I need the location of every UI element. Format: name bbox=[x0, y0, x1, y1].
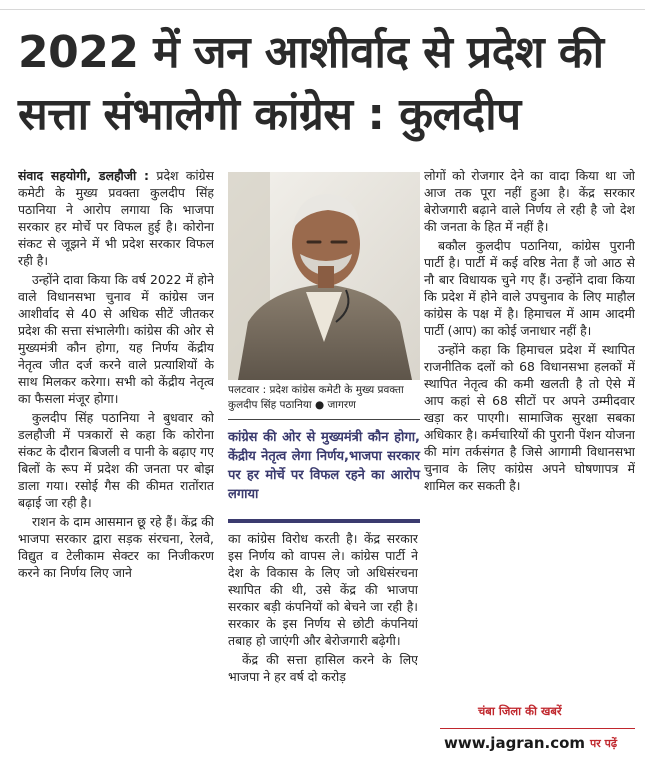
pullquote-bottom-bar bbox=[228, 519, 420, 523]
article-column-2 bbox=[228, 530, 418, 776]
article-column-1 bbox=[18, 167, 214, 776]
article-column-3 bbox=[424, 167, 635, 669]
headline-line-2: सत्ता संभालेगी कांग्रेस : कुलदीप bbox=[18, 89, 521, 140]
paragraph-6: केंद्र की सत्ता हासिल करने के लिए भाजपा ने हर वर्ष दो करोड़ bbox=[228, 652, 418, 684]
paragraph-3: कुलदीप सिंह पठानिया ने बुधवार को डलहौजी में पत्रकारों से कहा कि कोरोना संकट के दौरान बिजली व पानी के बढ़ाए गए बिलों के रूप में प्रदेश की जनता पर बोझ डाला गया। रसोई गैस की कीमत रातोंरात बढ़ाई जा रही है। bbox=[18, 410, 214, 510]
pullquote: कांग्रेस की ओर से मुख्यमंत्री कौन होगा, केंद्रीय नेतृत्व लेगा निर्णय,भाजपा सरकार पर हर मोर्चे पर विफल रहने का आरोप लगाया bbox=[228, 430, 420, 502]
byline: संवाद सहयोगी, डलहौजी : bbox=[18, 168, 149, 183]
headline-line-1: 2022 में जन आशीर्वाद से प्रदेश की bbox=[18, 27, 604, 78]
jagran-promo-box[interactable] bbox=[440, 700, 635, 770]
paragraph-4: राशन के दाम आसमान छू रहे हैं। केंद्र की भाजपा सरकार द्वारा सड़क संरचना, रेलवे, विद्युत व टेलीकाम सेक्टर का निजीकरण करने का निर्णय लिए जाने bbox=[18, 514, 214, 580]
photo-caption: पलटवार : प्रदेश कांग्रेस कमेटी के मुख्य प्रवक्ता कुलदीप सिंह पठानिया ● जागरण bbox=[228, 384, 404, 411]
paragraph-5: का कांग्रेस विरोध करती है। केंद्र सरकार इस निर्णय को वापस ले। कांग्रेस पार्टी ने देश के विकास के लिए जो अधिसंरचना स्थापित की थी, उसे केंद्र की भाजपा सरकार बड़ी कंपनियों को बेचने जा रही है। सरकार के इस निर्णय से छोटी कंपनियां तबाह हो जाएंगी और बेरोजगारी बढ़ेगी। bbox=[228, 531, 418, 648]
paragraph-1-text: प्रदेश कांग्रेस कमेटी के मुख्य प्रवक्ता कुलदीप सिंह पठानिया ने आरोप लगाया कि भाजपा सरकार हर मोर्चे पर विफल हुई है। कोरोना संकट से जूझने में भी प्रदेश सरकार विफल रही है। bbox=[18, 168, 214, 268]
promo-heading: चंबा जिला की खबरें bbox=[478, 704, 562, 718]
promo-read-label: पर पढ़ें bbox=[590, 737, 618, 750]
page-top-strip bbox=[0, 0, 645, 10]
paragraph-8: बकौल कुलदीप पठानिया, कांग्रेस पुरानी पार्टी है। पार्टी में कई वरिष्ठ नेता हैं जो आठ से नौ बार विधायक चुने गए हैं। उन्होंने दावा किया कि प्रदेश में होने वाले उपचुनाव के लिए माहौल कांग्रेस के पक्ष में है। हिमाचल में आम आदमी पार्टी (आप) का कोई जनाधार नहीं है। bbox=[424, 238, 635, 338]
portrait-photo bbox=[228, 172, 420, 380]
paragraph-9: उन्होंने कहा कि हिमाचल प्रदेश में स्थापित राजनीतिक दलों को 68 विधानसभा हलकों में स्थापित नेतृत्व की कमी खलती है तो ऐसे में आप कहां से 68 सीटों पर अपने उम्मीदवार खड़ा कर पाएगी। सामाजिक सुरक्षा सबका अधिकार है। कर्मचारियों की पुरानी पेंशन योजना की मांग तर्कसंगत है जिसे आगामी विधानसभा चुनाव के लिए कांग्रेस अपने घोषणापत्र में शामिल कर सकती है। bbox=[424, 342, 635, 493]
promo-website-link[interactable]: www.jagran.com bbox=[444, 734, 586, 752]
pullquote-top-rule bbox=[228, 419, 420, 420]
paragraph-7: लोगों को रोजगार देने का वादा किया था जो आज तक पूरा नहीं हुआ है। केंद्र सरकार बेरोजगारी बढ़ाने वाले निर्णय ले रही है जो देश की जनता के हित में नहीं है। bbox=[424, 168, 635, 234]
article-headline bbox=[18, 22, 633, 146]
paragraph-2: उन्होंने दावा किया कि वर्ष 2022 में होने वाले विधानसभा चुनाव में कांग्रेस जन आशीर्वाद से 40 से अधिक सीटें जीतकर प्रदेश की सत्ता संभालेगी। कांग्रेस की ओर से मुख्यमंत्री कौन होगा, यह निर्णय केंद्रीय नेतृत्व जीत दर्ज करने वाले प्रत्याशियों के साथ मिलकर करेगा। सभी को केंद्रीय नेतृत्व का फैसला मंजूर होगा। bbox=[18, 272, 214, 406]
paragraph-1 bbox=[18, 167, 214, 269]
promo-divider bbox=[440, 728, 635, 729]
article-photo bbox=[228, 172, 420, 380]
